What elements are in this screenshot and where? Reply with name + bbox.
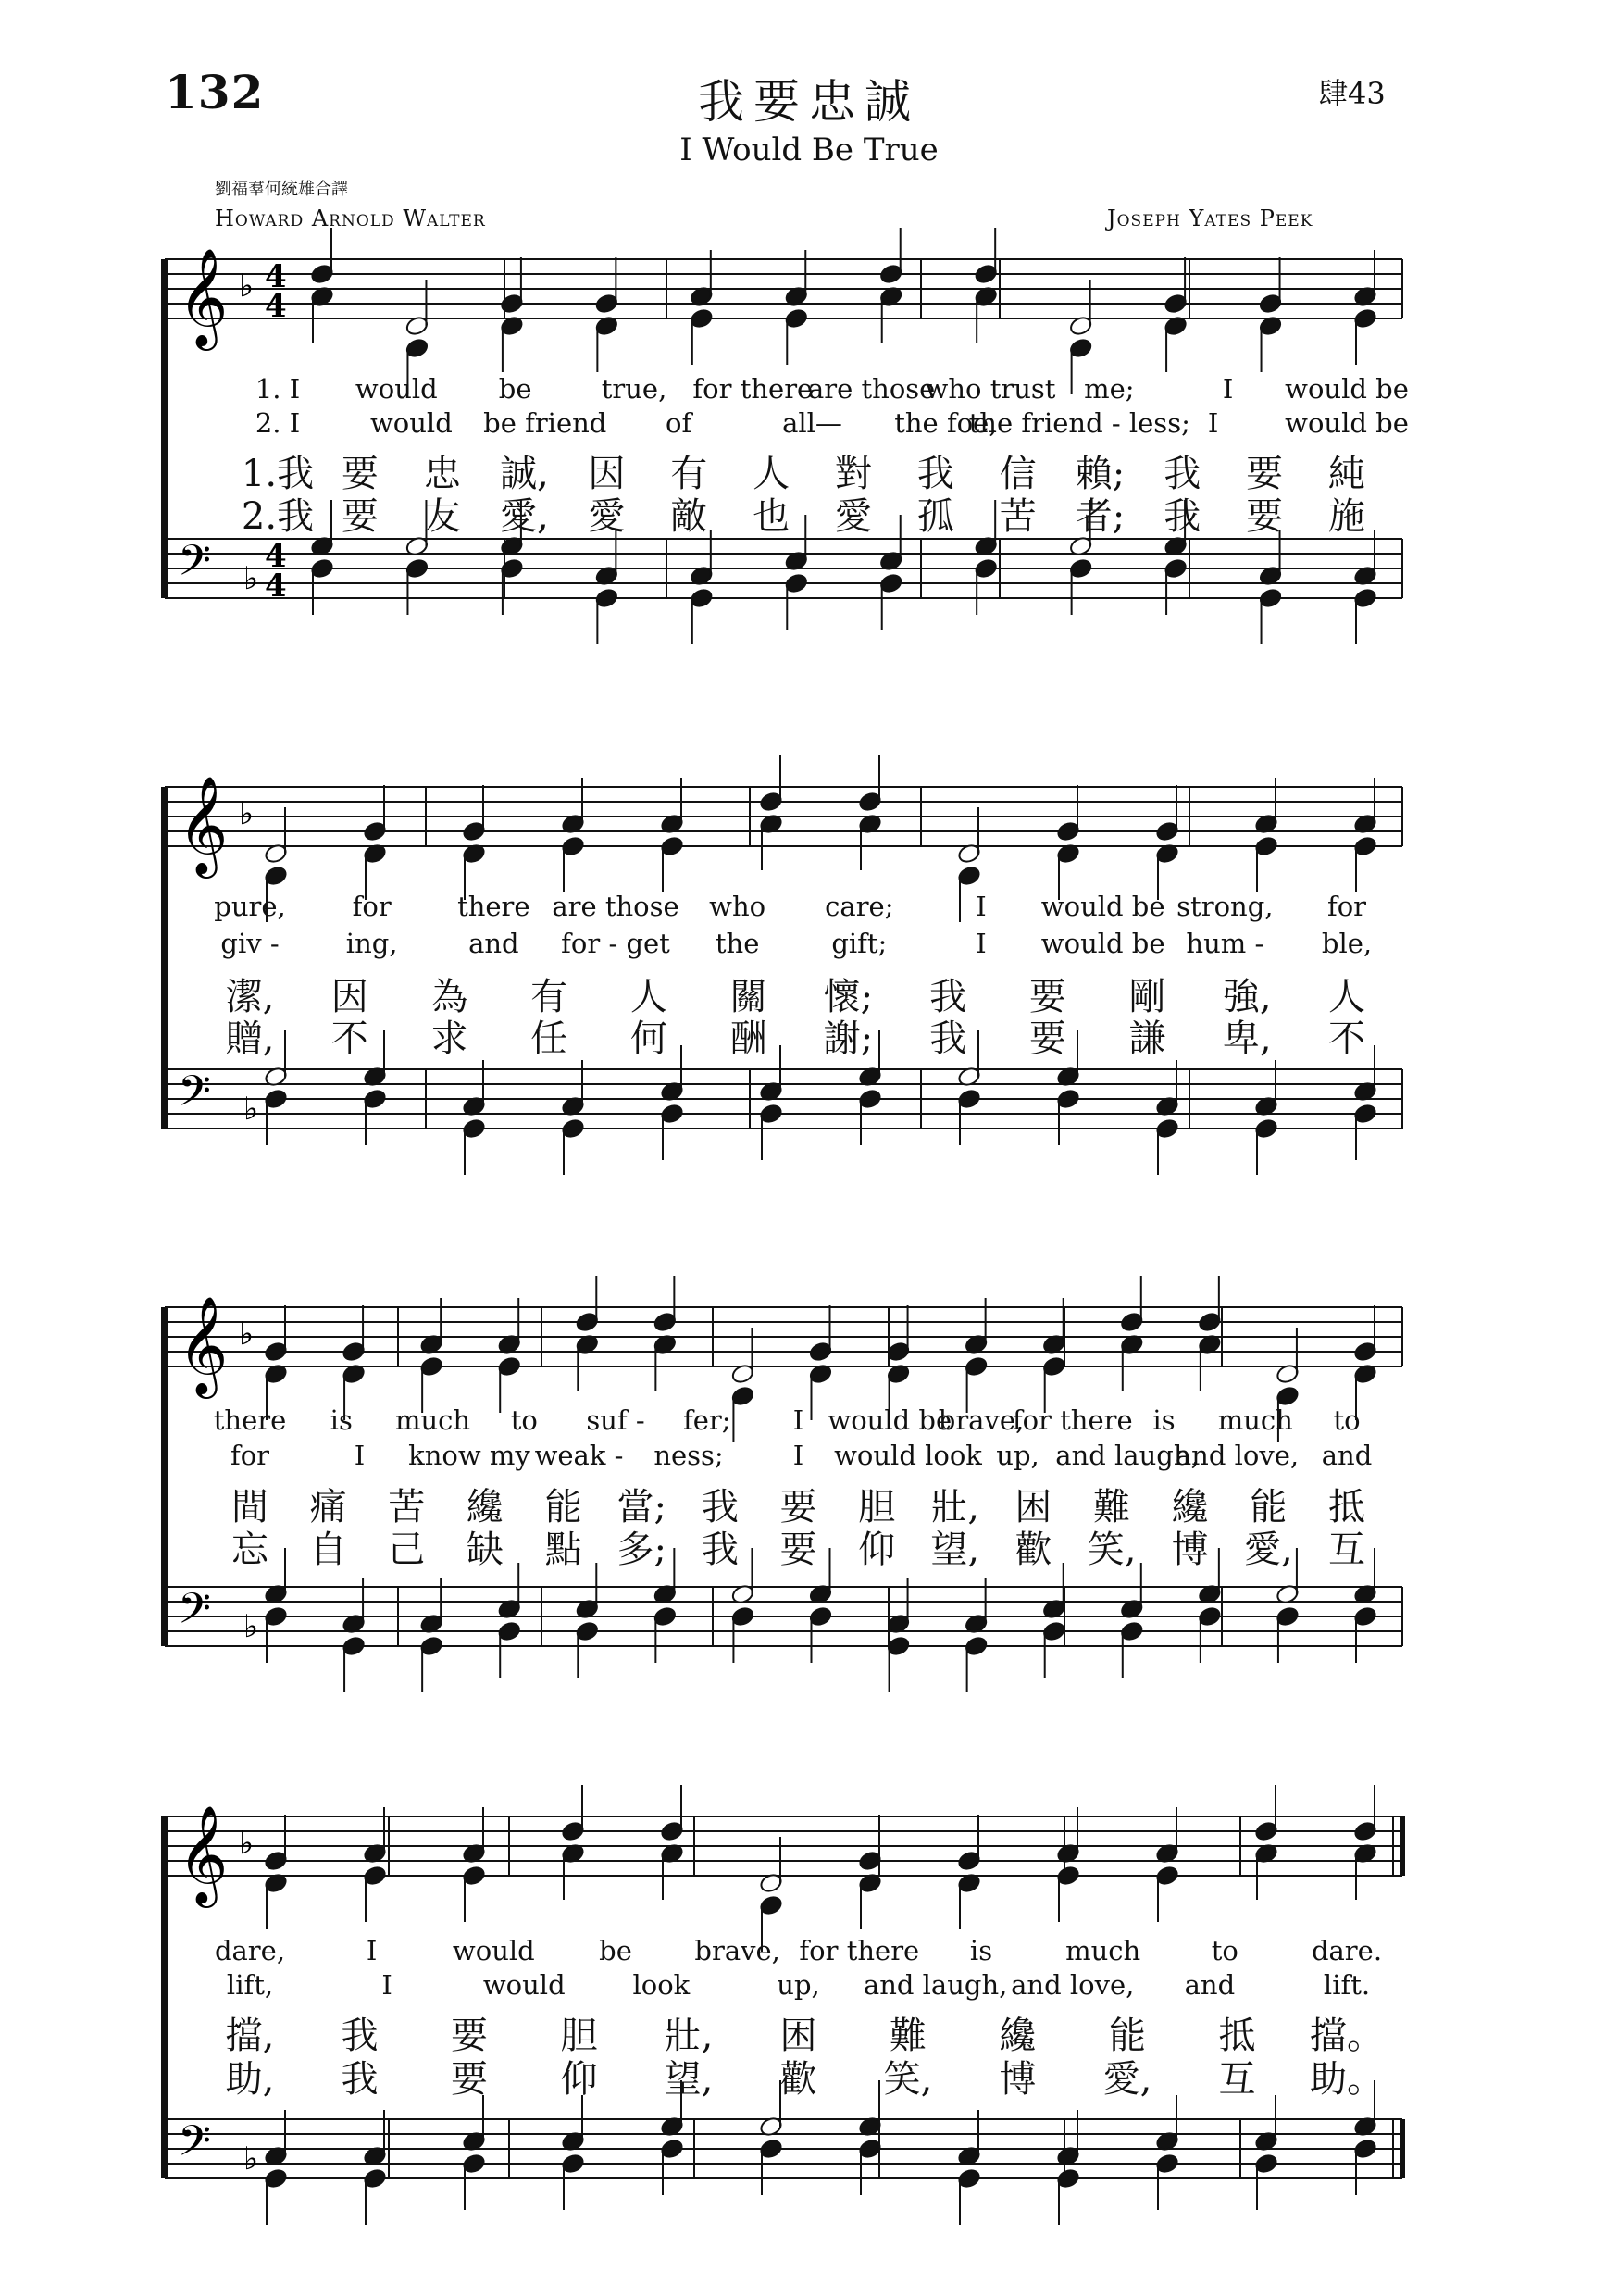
lyric-syllable: 難 (1093, 1486, 1131, 1529)
lyric-syllable: 歡 (1014, 1529, 1052, 1571)
lyric-syllable: 博 (1171, 1529, 1209, 1571)
lyric-syllable: I (792, 1440, 804, 1471)
lyric-syllable: much (1217, 1404, 1293, 1436)
lyric-syllable: and (468, 928, 519, 959)
lyric-syllable: to (1333, 1404, 1361, 1436)
lyric-syllable: 也 (753, 495, 790, 538)
lyric-syllable: 純 (1328, 453, 1365, 495)
lyric-syllable: 難 (890, 2015, 927, 2057)
lyric-line-2-4 (0, 1009, 1618, 1060)
lyric-syllable: for (1326, 891, 1367, 922)
lyric-syllable: 仰 (858, 1529, 896, 1571)
lyric-syllable: I (1207, 407, 1219, 439)
lyric-syllable: 我 (916, 453, 954, 495)
lyric-syllable: 要 (451, 2015, 488, 2057)
lyric-syllable: and love, (1011, 1969, 1135, 2001)
lyric-syllable: 求 (430, 1017, 468, 1060)
lyric-syllable: there (457, 891, 530, 922)
lyric-syllable: 能 (1109, 2015, 1146, 2057)
lyric-syllable: 任 (530, 1017, 568, 1060)
lyric-syllable: 要 (779, 1529, 817, 1571)
lyric-syllable: know my (408, 1440, 530, 1471)
flat-key-signature-icon: ♭ (243, 1608, 259, 1645)
lyric-syllable: I (792, 1404, 804, 1436)
lyric-syllable: 愛, (500, 495, 549, 538)
lyric-syllable: for there (799, 1935, 920, 1966)
lyric-line-1-2 (0, 407, 1618, 448)
lyric-syllable: is (330, 1404, 353, 1436)
lyric-syllable: dare. (1311, 1935, 1383, 1966)
time-signature: 4 (265, 568, 287, 605)
lyric-syllable: 有 (530, 976, 568, 1018)
lyric-syllable: 纔 (1171, 1486, 1209, 1529)
time-signature: 4 (265, 538, 287, 575)
lyric-syllable: fer; (682, 1404, 731, 1436)
lyric-syllable: I (976, 928, 987, 959)
lyric-syllable: 點 (544, 1529, 582, 1571)
lyric-syllable: 懷; (823, 976, 874, 1018)
lyric-syllable: would be (1285, 407, 1409, 439)
lyric-syllable: for there (1012, 1404, 1133, 1436)
lyric-syllable: look (632, 1969, 691, 2001)
lyric-syllable: would (452, 1935, 535, 1966)
lyric-syllable: the foe, (894, 407, 998, 439)
lyric-syllable: 助。 (1310, 2058, 1384, 2101)
lyric-syllable: 歡 (779, 2058, 817, 2101)
lyric-syllable: 間 (231, 1486, 268, 1529)
lyricist-credit: Howard Arnold Walter (215, 206, 486, 231)
lyric-syllable: 卑, (1222, 1017, 1272, 1060)
lyric-syllable: 強, (1222, 976, 1272, 1018)
lyric-syllable: up, (996, 1440, 1039, 1471)
lyric-syllable: 1.我 (241, 453, 315, 495)
lyric-syllable: 互 (1218, 2058, 1256, 2101)
flat-key-signature-icon: ♭ (239, 1825, 255, 1862)
lyric-syllable: 我 (1164, 495, 1201, 538)
flat-key-signature-icon: ♭ (243, 2140, 259, 2177)
lyric-syllable: 苦 (388, 1486, 426, 1529)
lyric-syllable: the friend - less; (968, 407, 1190, 439)
lyric-syllable: would (369, 407, 453, 439)
lyric-syllable: 要 (1246, 453, 1284, 495)
lyric-syllable: for there (692, 373, 814, 405)
flat-key-signature-icon: ♭ (239, 795, 255, 832)
lyric-syllable: is (969, 1935, 993, 1966)
lyric-syllable: 人 (1328, 976, 1365, 1018)
lyric-syllable: 愛 (588, 495, 626, 538)
lyric-syllable: lift, (226, 1969, 274, 2001)
lyric-syllable: me; (1084, 373, 1135, 405)
lyric-line-1-3 (0, 444, 1618, 495)
lyric-syllable: 壯, (664, 2015, 714, 2057)
lyric-syllable: 2.我 (241, 495, 315, 538)
lyric-syllable: and love, (1175, 1440, 1300, 1471)
lyric-syllable: be friend (483, 407, 607, 439)
lyric-syllable: 痛 (309, 1486, 347, 1529)
lyric-syllable: 愛, (1243, 1529, 1293, 1571)
flat-key-signature-icon: ♭ (243, 1091, 259, 1128)
title-english: I Would Be True (679, 131, 939, 168)
lyric-syllable: I (976, 891, 987, 922)
lyric-syllable: 忠 (423, 453, 461, 495)
lyric-syllable: I (381, 1969, 392, 2001)
translators-credit: 劉福羣何統雄合譯 (215, 180, 348, 199)
lyric-syllable: 擋, (225, 2015, 275, 2057)
lyric-syllable: all— (782, 407, 842, 439)
hymn-reference: 肆43 (1318, 76, 1386, 111)
composer-credit: Joseph Yates Peek (1107, 206, 1313, 231)
lyric-syllable: brave, (938, 1404, 1025, 1436)
time-signature: 4 (265, 288, 287, 325)
lyric-syllable: for (352, 891, 392, 922)
lyric-syllable: 潔, (225, 976, 275, 1018)
lyric-syllable: to (1211, 1935, 1238, 1966)
lyric-syllable: brave, (694, 1935, 780, 1966)
lyric-syllable: 缺 (466, 1529, 504, 1571)
lyric-syllable: are those (552, 891, 679, 922)
lyric-syllable: 纔 (466, 1486, 504, 1529)
lyric-syllable: 謙 (1128, 1017, 1166, 1060)
treble-clef-icon: 𝄞 (178, 775, 229, 874)
lyric-syllable: 要 (451, 2058, 488, 2101)
lyric-syllable: 要 (341, 495, 379, 538)
lyric-syllable: 有 (670, 453, 708, 495)
bass-clef-icon: 𝄢 (178, 2116, 212, 2177)
time-signature: 4 (265, 258, 287, 295)
lyric-syllable: ble, (1321, 928, 1373, 959)
lyric-syllable: strong, (1176, 891, 1274, 922)
lyric-syllable: 1. I (255, 373, 301, 405)
lyric-syllable: 要 (1028, 1017, 1066, 1060)
lyric-line-2-1 (0, 891, 1618, 931)
lyric-line-4-4 (0, 2050, 1618, 2101)
lyric-syllable: 能 (1250, 1486, 1288, 1529)
lyric-syllable: 人 (753, 453, 790, 495)
lyric-syllable: the (715, 928, 760, 959)
lyric-syllable: 我 (1164, 453, 1201, 495)
lyric-syllable: 對 (834, 453, 872, 495)
lyric-syllable: 胆 (560, 2015, 598, 2057)
lyric-line-3-4 (0, 1520, 1618, 1571)
lyric-syllable: to (510, 1404, 538, 1436)
lyric-syllable: 2. I (255, 407, 301, 439)
flat-key-signature-icon: ♭ (239, 1316, 255, 1353)
treble-clef-icon: 𝄞 (178, 247, 229, 346)
lyric-syllable: ing, (345, 928, 398, 959)
lyric-line-3-2 (0, 1440, 1618, 1480)
lyric-syllable: 望, (664, 2058, 714, 2101)
lyric-syllable: 愛, (1102, 2058, 1152, 2101)
lyric-syllable: and (1184, 1969, 1236, 2001)
lyric-syllable: 仰 (560, 2058, 598, 2101)
lyric-syllable: 因 (588, 453, 626, 495)
lyric-line-4-2 (0, 1969, 1618, 2010)
treble-clef-icon: 𝄞 (178, 1804, 229, 1903)
lyric-syllable: care; (825, 891, 894, 922)
lyric-syllable: are those (807, 373, 936, 405)
lyric-syllable: ness; (653, 1440, 724, 1471)
lyric-syllable: 剛 (1128, 976, 1166, 1018)
lyric-syllable: 當; (616, 1486, 666, 1529)
lyric-syllable: lift. (1323, 1969, 1371, 2001)
lyric-syllable: 互 (1328, 1529, 1365, 1571)
lyric-syllable: be (498, 373, 532, 405)
lyric-syllable: and (1321, 1440, 1373, 1471)
lyric-syllable: 我 (341, 2058, 379, 2101)
lyric-syllable: 孤 (916, 495, 954, 538)
bass-clef-icon: 𝄢 (178, 1067, 212, 1127)
lyric-syllable: 要 (341, 453, 379, 495)
lyric-syllable: who trust (925, 373, 1056, 405)
lyric-syllable: 纔 (999, 2015, 1037, 2057)
lyric-syllable: 賴; (1075, 453, 1126, 495)
lyric-line-1-4 (0, 487, 1618, 538)
lyric-syllable: 己 (388, 1529, 426, 1571)
lyric-syllable: 我 (701, 1529, 739, 1571)
lyric-syllable: would (482, 1969, 566, 2001)
lyric-syllable: 助, (225, 2058, 275, 2101)
lyric-syllable: 自 (309, 1529, 347, 1571)
title-chinese: 我要忠誠 (698, 75, 920, 129)
lyric-syllable: 為 (430, 976, 468, 1018)
lyric-line-4-3 (0, 2006, 1618, 2057)
lyric-syllable: 誠, (500, 453, 549, 495)
lyric-syllable: and laugh, (863, 1969, 1008, 2001)
lyric-syllable: for (230, 1440, 270, 1471)
lyric-syllable: who (709, 891, 766, 922)
lyric-syllable: giv - (220, 928, 280, 959)
lyric-syllable: pure, (214, 891, 286, 922)
lyric-syllable: 者; (1075, 495, 1126, 538)
lyric-syllable: 謝; (823, 1017, 874, 1060)
lyric-syllable: 施 (1328, 495, 1365, 538)
lyric-syllable: 不 (330, 1017, 368, 1060)
lyric-line-2-2 (0, 928, 1618, 968)
lyric-syllable: weak - (534, 1440, 624, 1471)
lyric-syllable: 酬 (729, 1017, 767, 1060)
lyric-syllable: there (213, 1404, 287, 1436)
lyric-syllable: and laugh, (1055, 1440, 1200, 1471)
lyric-line-3-3 (0, 1478, 1618, 1529)
lyric-syllable: 信 (999, 453, 1037, 495)
lyric-syllable: of (666, 407, 692, 439)
lyric-syllable: 博 (999, 2058, 1037, 2101)
lyric-syllable: 愛 (834, 495, 872, 538)
lyric-syllable: would be (1285, 373, 1409, 405)
lyric-syllable: would be (828, 1404, 952, 1436)
lyric-syllable: 要 (1246, 495, 1284, 538)
lyric-syllable: 困 (779, 2015, 817, 2057)
lyric-syllable: 忘 (231, 1529, 268, 1571)
lyric-syllable: I (366, 1935, 378, 1966)
flat-key-signature-icon: ♭ (243, 560, 259, 597)
lyric-syllable: would be (1040, 928, 1165, 959)
lyric-syllable: 贈, (225, 1017, 275, 1060)
lyric-syllable: much (1065, 1935, 1141, 1966)
lyric-syllable: 我 (701, 1486, 739, 1529)
bass-clef-icon: 𝄢 (178, 536, 212, 596)
lyric-syllable: for - get (561, 928, 670, 959)
lyric-syllable: dare, (214, 1935, 286, 1966)
lyric-syllable: true, (601, 373, 667, 405)
lyric-syllable: gift; (831, 928, 888, 959)
lyric-syllable: 壯, (930, 1486, 980, 1529)
lyric-syllable: I (1222, 373, 1234, 405)
lyric-syllable: 苦 (999, 495, 1037, 538)
lyric-line-2-3 (0, 967, 1618, 1018)
lyric-syllable: 多; (616, 1529, 666, 1571)
treble-clef-icon: 𝄞 (178, 1295, 229, 1394)
lyric-syllable: 笑, (1087, 1529, 1137, 1571)
lyric-syllable: up, (777, 1969, 820, 2001)
lyric-syllable: 我 (341, 2015, 379, 2057)
lyric-syllable: hum - (1186, 928, 1264, 959)
lyric-syllable: I (354, 1440, 366, 1471)
lyric-syllable: 友 (423, 495, 461, 538)
lyric-syllable: 我 (929, 1017, 967, 1060)
lyric-syllable: much (394, 1404, 471, 1436)
lyric-syllable: be (599, 1935, 632, 1966)
bass-clef-icon: 𝄢 (178, 1584, 212, 1644)
lyric-syllable: would (355, 373, 438, 405)
lyric-syllable: 要 (779, 1486, 817, 1529)
lyric-syllable: 胆 (858, 1486, 896, 1529)
hymn-number: 132 (165, 65, 265, 119)
lyric-syllable: suf - (586, 1404, 645, 1436)
lyric-syllable: 抵 (1328, 1486, 1365, 1529)
lyric-syllable: would be (1040, 891, 1165, 922)
lyric-syllable: 要 (1028, 976, 1066, 1018)
lyric-syllable: is (1152, 1404, 1176, 1436)
flat-key-signature-icon: ♭ (239, 268, 255, 305)
lyric-syllable: 困 (1014, 1486, 1052, 1529)
lyric-syllable: 人 (629, 976, 667, 1018)
lyric-syllable: would look (834, 1440, 982, 1471)
lyric-syllable: 笑, (883, 2058, 933, 2101)
lyric-syllable: 不 (1328, 1017, 1365, 1060)
lyric-syllable: 我 (929, 976, 967, 1018)
lyric-syllable: 抵 (1218, 2015, 1256, 2057)
lyric-syllable: 敵 (670, 495, 708, 538)
lyric-syllable: 因 (330, 976, 368, 1018)
lyric-syllable: 擋。 (1310, 2015, 1384, 2057)
lyric-syllable: 望, (930, 1529, 980, 1571)
lyric-syllable: 何 (629, 1017, 667, 1060)
lyric-syllable: 關 (729, 976, 767, 1018)
lyric-syllable: 能 (544, 1486, 582, 1529)
